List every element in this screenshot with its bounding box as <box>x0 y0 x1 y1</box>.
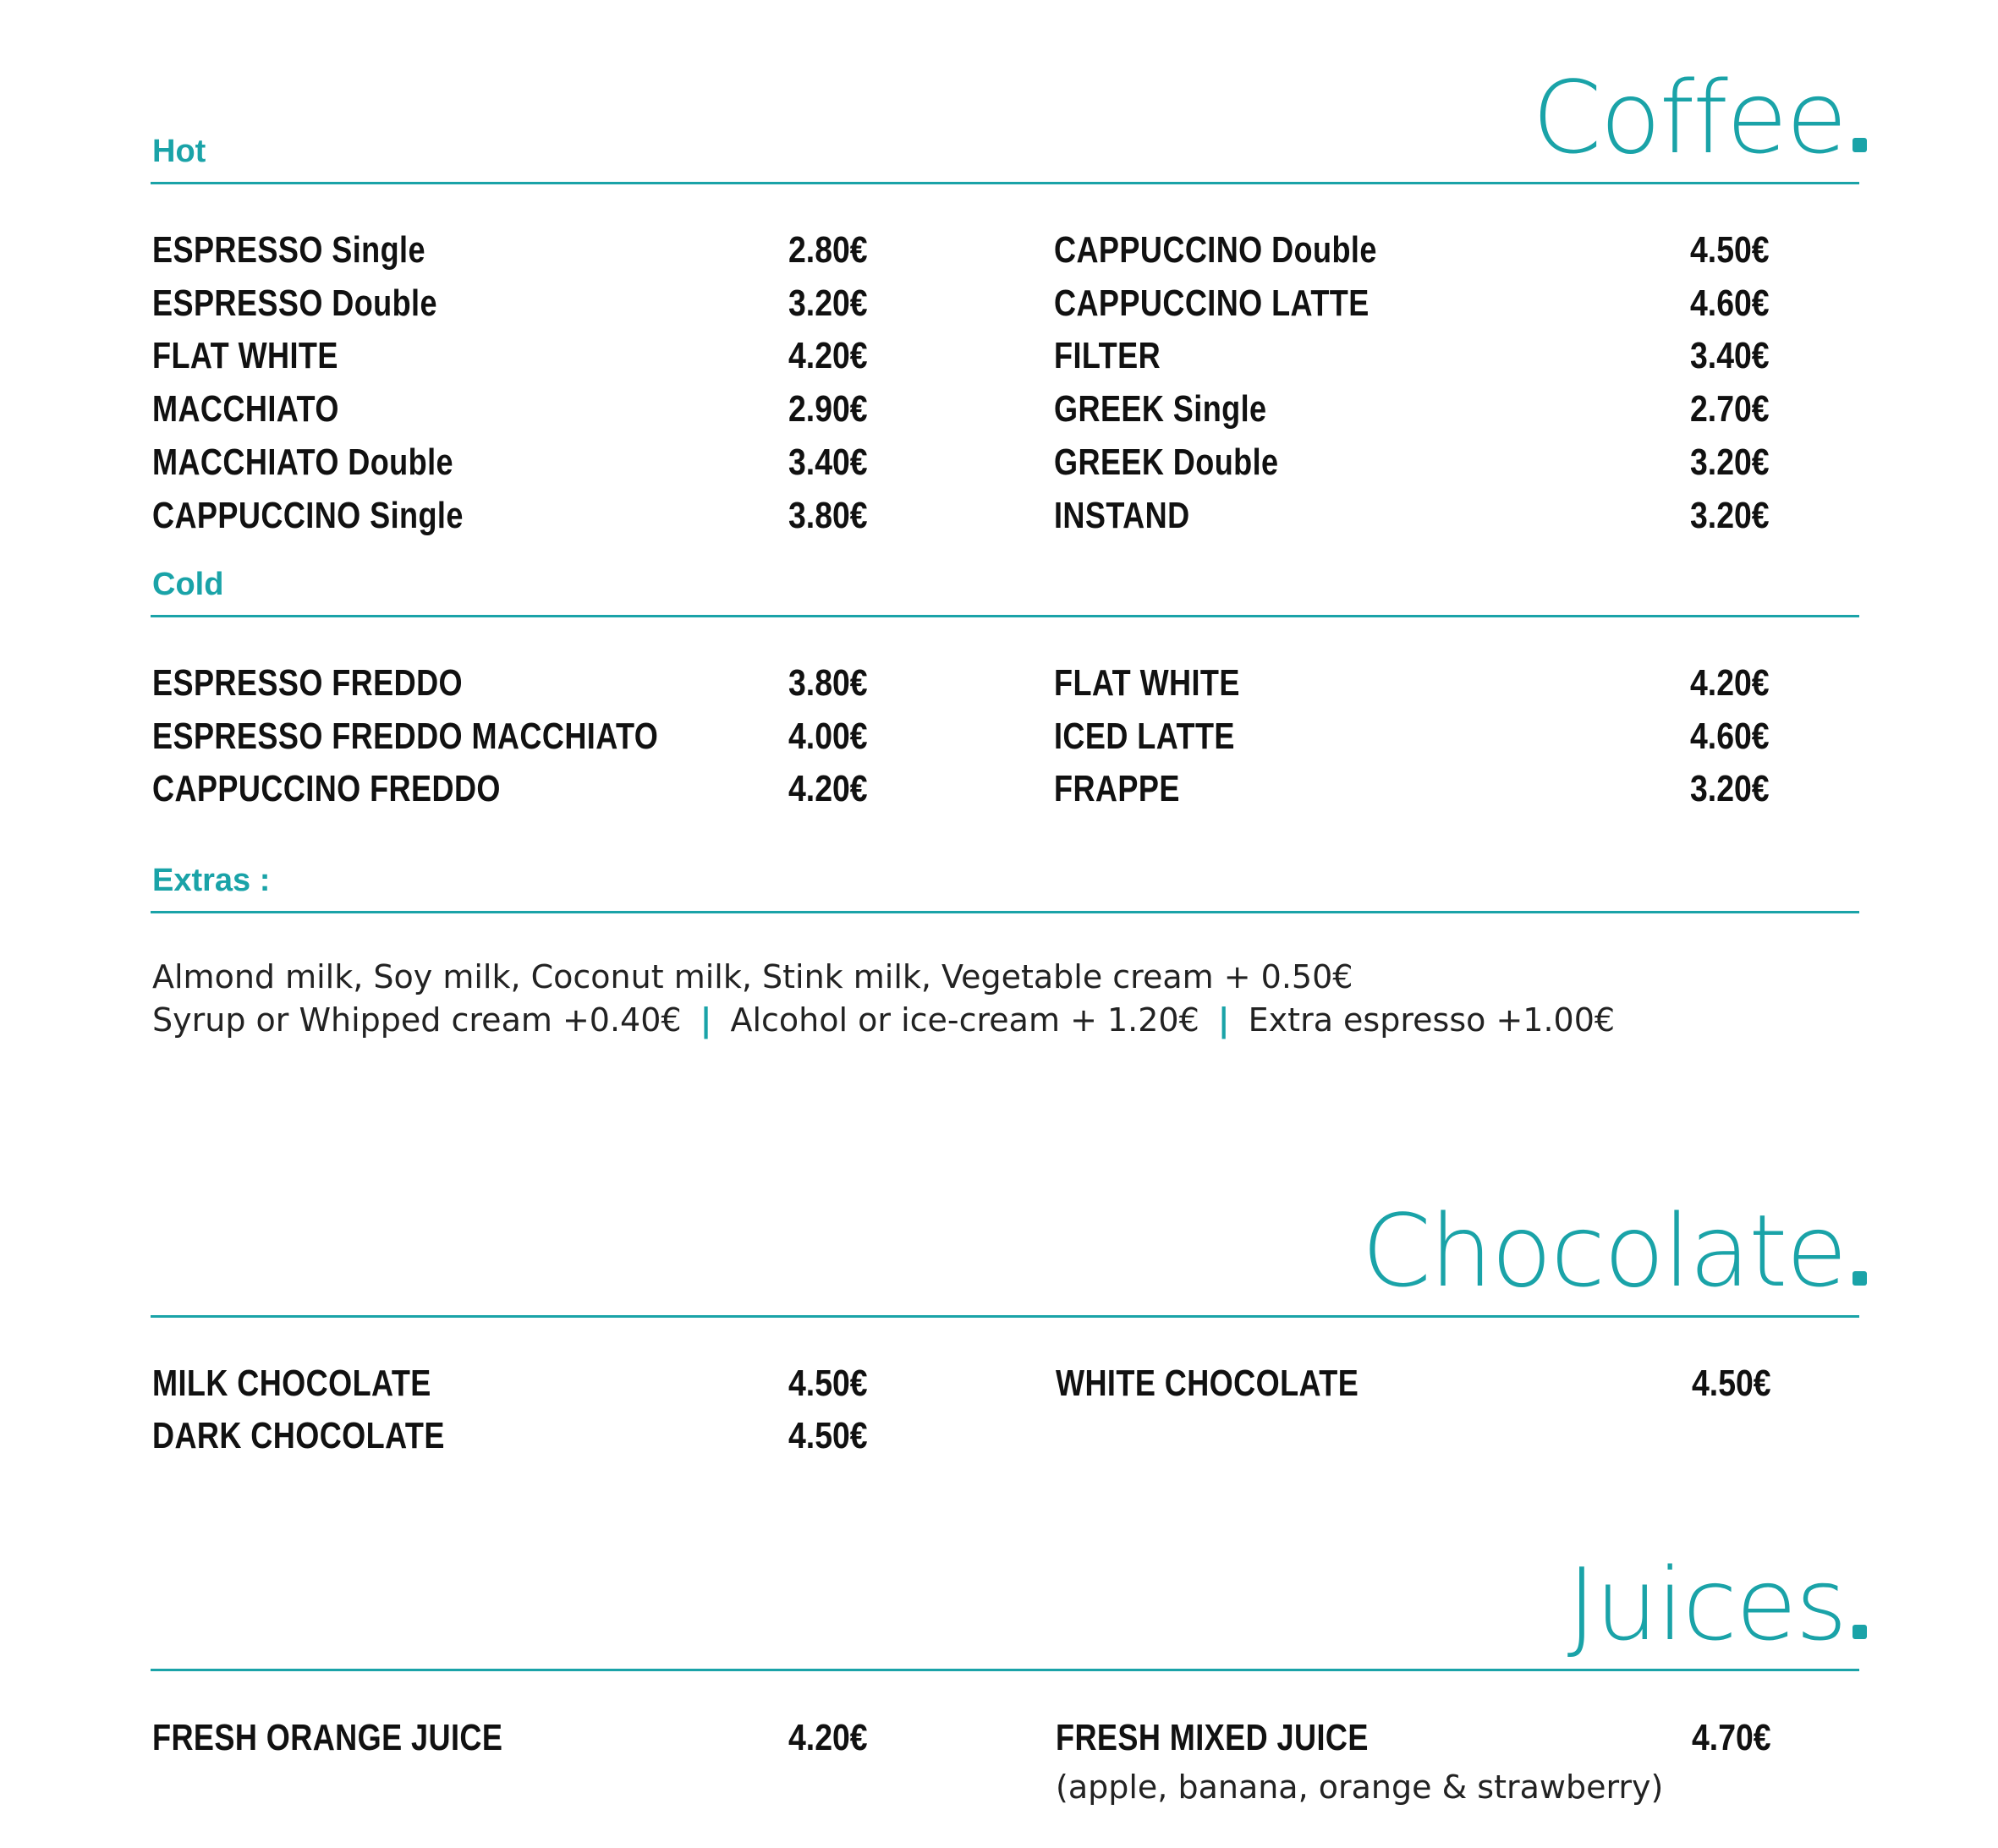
menu-item-name: FLAT WHITE <box>152 335 338 376</box>
menu-item-name: FILTER <box>1054 335 1161 376</box>
menu-item-name: ESPRESSO Single <box>152 229 425 271</box>
menu-item-name: MACCHIATO <box>152 388 339 430</box>
divider <box>151 1315 1859 1318</box>
extra-alcohol: Alcohol or ice-cream + 1.20€ <box>730 1001 1199 1039</box>
separator: | <box>1217 1001 1230 1039</box>
divider <box>151 182 1859 184</box>
divider <box>151 911 1859 913</box>
menu-item-name: ESPRESSO FREDDO <box>152 662 464 704</box>
menu-item-name: DARK CHOCOLATE <box>152 1415 445 1456</box>
extra-syrup: Syrup or Whipped cream +0.40€ <box>152 1001 682 1039</box>
menu-item-price: 2.90€ <box>788 388 868 430</box>
menu-item-name: WHITE CHOCOLATE <box>1056 1363 1359 1404</box>
extra-espresso: Extra espresso +1.00€ <box>1248 1001 1616 1039</box>
hot-label: Hot <box>152 134 206 169</box>
menu-item-name: GREEK Double <box>1054 441 1279 483</box>
separator: | <box>700 1001 712 1039</box>
juices-title: Juices <box>1567 1555 1867 1654</box>
divider <box>151 615 1859 617</box>
menu-item-name: CAPPUCCINO Single <box>152 495 464 536</box>
menu-item-name: FRESH MIXED JUICE <box>1056 1717 1369 1758</box>
menu-item-price: 4.60€ <box>1690 716 1770 757</box>
title-dot <box>1853 1271 1867 1286</box>
menu-item-name: MACCHIATO Double <box>152 441 453 483</box>
mixed-juice-note: (apple, banana, orange & strawberry) <box>1056 1768 1664 1806</box>
menu-item-price: 3.20€ <box>1690 768 1770 809</box>
menu-item-name: CAPPUCCINO LATTE <box>1054 282 1370 324</box>
menu-item-name: FRAPPE <box>1054 768 1180 809</box>
divider <box>151 1669 1859 1671</box>
menu-item-price: 3.80€ <box>788 662 868 704</box>
menu-item-price: 3.20€ <box>1690 495 1770 536</box>
menu-item-name: FRESH ORANGE JUICE <box>152 1717 503 1758</box>
menu-item-price: 3.20€ <box>1690 441 1770 483</box>
menu-item-name: GREEK Single <box>1054 388 1267 430</box>
menu-item-price: 4.20€ <box>788 768 868 809</box>
menu-item-price: 3.20€ <box>788 282 868 324</box>
menu-item-name: INSTAND <box>1054 495 1190 536</box>
title-dot <box>1853 138 1867 152</box>
menu-item-price: 4.50€ <box>788 1415 868 1456</box>
menu-item-name: ESPRESSO FREDDO MACCHIATO <box>152 716 659 757</box>
menu-item-price: 2.80€ <box>788 229 868 271</box>
menu-item-price: 4.60€ <box>1690 282 1770 324</box>
menu-item-price: 4.70€ <box>1692 1717 1771 1758</box>
extras-milk-line: Almond milk, Soy milk, Coconut milk, Stink milk, Vegetable cream + 0.50€ <box>152 958 1353 995</box>
menu-item-name: ESPRESSO Double <box>152 282 437 324</box>
menu-item-price: 3.40€ <box>1690 335 1770 376</box>
menu-item-price: 3.40€ <box>788 441 868 483</box>
menu-item-price: 3.80€ <box>788 495 868 536</box>
menu-item-name: ICED LATTE <box>1054 716 1235 757</box>
menu-item-price: 4.50€ <box>1692 1363 1771 1404</box>
menu-item-price: 4.50€ <box>788 1363 868 1404</box>
menu-item-price: 4.50€ <box>1690 229 1770 271</box>
extras-label: Extras : <box>152 863 271 898</box>
menu-item-price: 2.70€ <box>1690 388 1770 430</box>
coffee-title: Coffee <box>1532 68 1867 167</box>
menu-item-name: MILK CHOCOLATE <box>152 1363 431 1404</box>
menu-item-price: 4.20€ <box>788 335 868 376</box>
chocolate-title: Chocolate <box>1362 1201 1867 1301</box>
menu-item-name: CAPPUCCINO FREDDO <box>152 768 501 809</box>
menu-item-name: FLAT WHITE <box>1054 662 1240 704</box>
menu-item-price: 4.20€ <box>1690 662 1770 704</box>
menu-item-price: 4.20€ <box>788 1717 868 1758</box>
menu-item-price: 4.00€ <box>788 716 868 757</box>
cold-label: Cold <box>152 567 224 602</box>
extras-addons-line <box>152 1001 1616 1039</box>
title-dot <box>1853 1625 1867 1639</box>
menu-item-name: CAPPUCCINO Double <box>1054 229 1377 271</box>
